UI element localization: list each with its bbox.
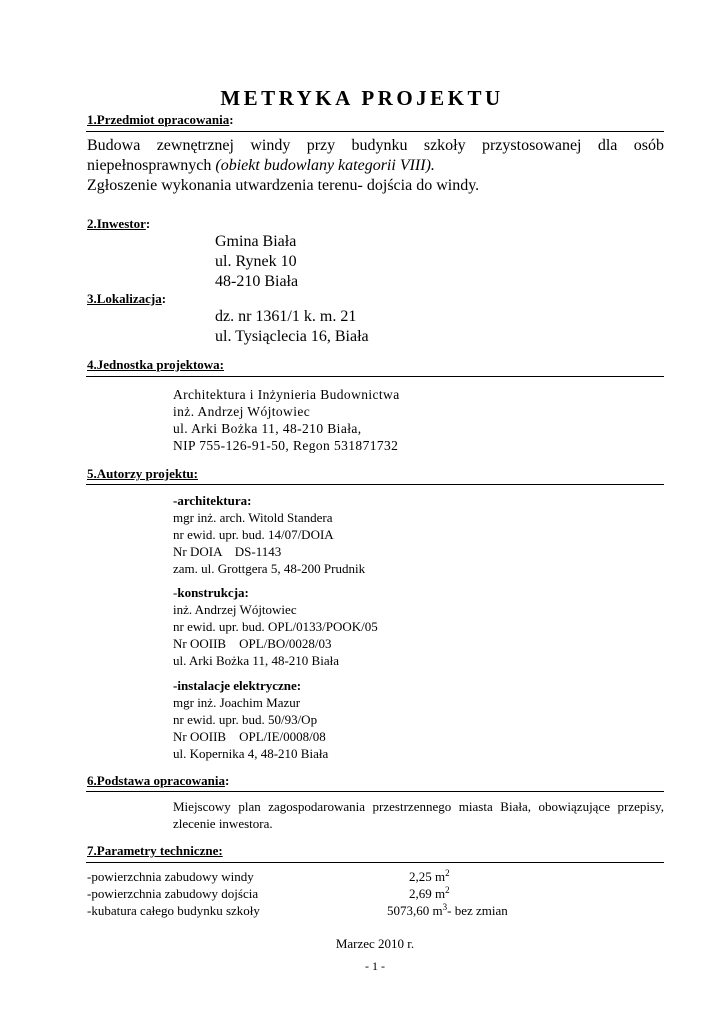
author-line: mgr inż. Joachim Mazur <box>173 695 301 710</box>
author-construction-label: -konstrukcja: <box>173 585 249 600</box>
design-office-line: inż. Andrzej Wójtowiec <box>173 404 311 419</box>
section-1-heading: 1.Przedmiot opracowania: <box>87 112 234 127</box>
location-line: dz. nr 1361/1 k. m. 21 <box>215 308 357 325</box>
parameter-label: -powierzchnia zabudowy dojścia <box>87 886 259 901</box>
page-number: - 1 - <box>365 959 385 973</box>
section-5-heading: 5.Autorzy projektu: <box>87 466 198 481</box>
author-line: nr ewid. upr. bud. 50/93/Op <box>173 712 318 727</box>
basis-text: Miejscowy plan zagospodarowania przestrzennego miasta Biała, obowiązujące przepisy, zlecenie inwestora. <box>173 799 664 831</box>
location-line: ul. Tysiąclecia 16, Biała <box>215 328 369 345</box>
document-date: Marzec 2010 r. <box>335 936 415 951</box>
section-divider <box>86 376 664 377</box>
section-divider <box>86 862 664 863</box>
investor-line: ul. Rynek 10 <box>215 253 297 270</box>
section-1-description: Budowa zewnętrznej windy przy budynku szkoły przystosowanej dla osób niepełnosprawnych (obiekt budowlany kategorii VIII). <box>87 137 664 174</box>
author-line: inż. Andrzej Wójtowiec <box>173 602 297 617</box>
section-6-heading: 6.Podstawa opracowania: <box>87 773 230 788</box>
author-line: ul. Arki Bożka 11, 48-210 Biała <box>173 653 339 668</box>
parameter-label: -kubatura całego budynku szkoły <box>87 903 260 918</box>
author-line: mgr inż. arch. Witold Standera <box>173 510 333 525</box>
author-line: nr ewid. upr. bud. 14/07/DOIA <box>173 527 334 542</box>
investor-line: Gmina Biała <box>215 233 297 250</box>
author-electrical-label: -instalacje elektryczne: <box>173 678 302 693</box>
building-category: (obiekt budowlany kategorii VIII). <box>215 157 435 174</box>
author-line: Nr DOIA DS-1143 <box>173 544 282 559</box>
section-1-note: Zgłoszenie wykonania utwardzenia terenu- dojścia do windy. <box>87 177 480 194</box>
author-line: ul. Kopernika 4, 48-210 Biała <box>173 746 329 761</box>
investor-line: 48-210 Biała <box>215 273 299 290</box>
author-line: Nr OOIIB OPL/BO/0028/03 <box>173 636 332 651</box>
section-divider <box>86 791 664 792</box>
section-divider <box>86 484 664 485</box>
author-line: nr ewid. upr. bud. OPL/0133/POOK/05 <box>173 619 378 634</box>
section-divider <box>86 131 664 132</box>
parameter-value: 2,69 $m^2$ <box>409 885 450 901</box>
author-architecture-label: -architektura: <box>173 493 252 508</box>
section-2-heading: 2.Inwestor: <box>87 216 151 231</box>
design-office-line: Architektura i Inżynieria Budownictwa <box>173 387 400 402</box>
author-line: Nr OOIIB OPL/IE/0008/08 <box>173 729 326 744</box>
section-4-heading: 4.Jednostka projektowa: <box>87 357 224 372</box>
author-line: zam. ul. Grottgera 5, 48-200 Prudnik <box>173 561 366 576</box>
design-office-line: ul. Arki Bożka 11, 48-210 Biała, <box>173 421 362 436</box>
parameter-value: 2,25 $m^2$ <box>409 868 450 884</box>
design-office-line: NIP 755-126-91-50, Regon 531871732 <box>173 438 399 453</box>
document-title: METRYKA PROJEKTU <box>220 86 504 110</box>
section-7-heading: 7.Parametry techniczne: <box>87 843 223 858</box>
parameter-value: 5073,60 $m^3-$ bez zmian <box>387 902 508 918</box>
section-3-heading: 3.Lokalizacja: <box>87 291 167 306</box>
parameter-label: -powierzchnia zabudowy windy <box>87 869 254 884</box>
